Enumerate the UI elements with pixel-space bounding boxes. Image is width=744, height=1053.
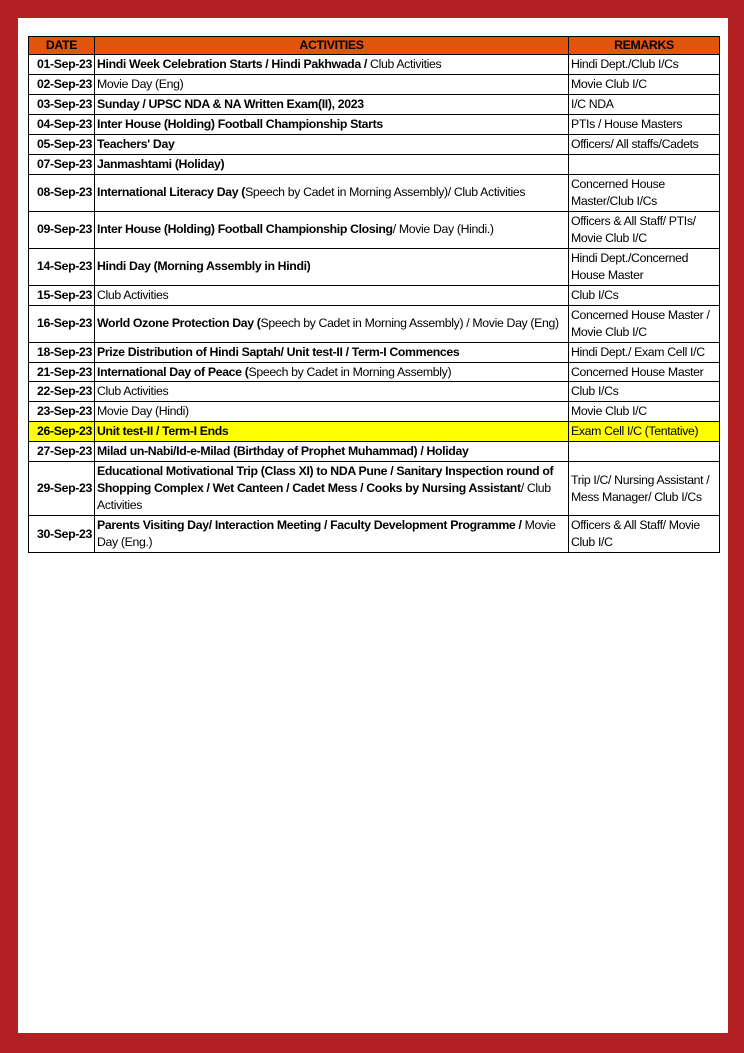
date-cell: 03-Sep-23 [29, 94, 95, 114]
date-cell: 07-Sep-23 [29, 154, 95, 174]
remarks-cell: Movie Club I/C [569, 402, 720, 422]
activity-cell [95, 382, 569, 402]
activity-normal-text: Club Activities [97, 287, 169, 302]
table-row [29, 362, 720, 382]
remarks-cell: Officers & All Staff/ Movie Club I/C [569, 516, 720, 553]
table-row [29, 114, 720, 134]
remarks-cell [569, 442, 720, 462]
activity-cell [95, 174, 569, 211]
date-cell: 01-Sep-23 [29, 55, 95, 75]
activity-bold-text: Inter House (Holding) Football Championship Starts [97, 116, 383, 131]
activity-normal-text: Movie Day (Eng.) [97, 518, 556, 550]
header-remarks: REMARKS [569, 37, 720, 55]
table-row [29, 422, 720, 442]
activity-cell [95, 422, 569, 442]
remarks-cell: Trip I/C/ Nursing Assistant / Mess Manager/ Club I/Cs [569, 462, 720, 516]
table-row [29, 442, 720, 462]
remarks-cell: Concerned House Master [569, 362, 720, 382]
activity-bold-text: Educational Motivational Trip (Class XI) to NDA Pune / Sanitary Inspection round of Shopping Complex / Wet Canteen / Cadet Mess / Cooks by Nursing Assistant [97, 464, 554, 496]
table-row [29, 94, 720, 114]
remarks-cell: Movie Club I/C [569, 74, 720, 94]
date-cell: 09-Sep-23 [29, 211, 95, 248]
activity-bold-text: Hindi Day (Morning Assembly in Hindi) [97, 259, 311, 274]
remarks-cell: Concerned House Master/Club I/Cs [569, 174, 720, 211]
date-cell: 21-Sep-23 [29, 362, 95, 382]
activity-cell [95, 248, 569, 285]
date-cell: 26-Sep-23 [29, 422, 95, 442]
remarks-cell: I/C NDA [569, 94, 720, 114]
activity-cell [95, 402, 569, 422]
activity-normal-text: Movie Day (Hindi) [97, 404, 189, 419]
activity-bold-text: Sunday / UPSC NDA & NA Written Exam(II), 2023 [97, 96, 364, 111]
date-cell: 08-Sep-23 [29, 174, 95, 211]
table-row [29, 74, 720, 94]
date-cell: 23-Sep-23 [29, 402, 95, 422]
activity-cell [95, 285, 569, 305]
table-row [29, 174, 720, 211]
remarks-cell: Hindi Dept./Club I/Cs [569, 55, 720, 75]
activity-bold-text: Parents Visiting Day/ Interaction Meeting / Faculty Development Programme / [97, 518, 525, 533]
table-row [29, 134, 720, 154]
date-cell: 22-Sep-23 [29, 382, 95, 402]
activity-cell [95, 94, 569, 114]
table-row [29, 248, 720, 285]
activity-bold-text: World Ozone Protection Day ( [97, 316, 261, 331]
table-row [29, 211, 720, 248]
activity-normal-text: Movie Day (Eng) [97, 76, 184, 91]
activity-normal-text: Club Activities [97, 384, 169, 399]
activity-schedule-table [28, 36, 720, 553]
table-row [29, 382, 720, 402]
activity-cell [95, 114, 569, 134]
date-cell: 27-Sep-23 [29, 442, 95, 462]
date-cell: 29-Sep-23 [29, 462, 95, 516]
activity-normal-text: Speech by Cadet in Morning Assembly)/ Club Activities [245, 185, 526, 200]
activity-normal-text: Speech by Cadet in Morning Assembly) [248, 364, 452, 379]
table-row [29, 55, 720, 75]
table-row [29, 402, 720, 422]
header-activities: ACTIVITIES [95, 37, 569, 55]
activity-cell [95, 516, 569, 553]
date-cell: 15-Sep-23 [29, 285, 95, 305]
date-cell: 16-Sep-23 [29, 305, 95, 342]
remarks-cell: Hindi Dept./ Exam Cell I/C [569, 342, 720, 362]
table-row [29, 154, 720, 174]
table-row [29, 516, 720, 553]
activity-bold-text: International Day of Peace ( [97, 364, 249, 379]
date-cell: 05-Sep-23 [29, 134, 95, 154]
activity-normal-text: Club Activities [370, 57, 442, 71]
date-cell: 18-Sep-23 [29, 342, 95, 362]
activity-cell [95, 362, 569, 382]
table-row [29, 462, 720, 516]
activity-bold-text: International Literacy Day ( [97, 185, 246, 200]
date-cell: 02-Sep-23 [29, 74, 95, 94]
date-cell: 04-Sep-23 [29, 114, 95, 134]
remarks-cell: Exam Cell I/C (Tentative) [569, 422, 720, 442]
remarks-cell: Officers/ All staffs/Cadets [569, 134, 720, 154]
activity-cell [95, 74, 569, 94]
remarks-cell: Hindi Dept./Concerned House Master [569, 248, 720, 285]
activity-normal-text: / Movie Day (Hindi.) [392, 222, 494, 237]
date-cell: 14-Sep-23 [29, 248, 95, 285]
activity-cell [95, 442, 569, 462]
remarks-cell: Officers & All Staff/ PTIs/ Movie Club I/C [569, 211, 720, 248]
activity-normal-text: / Club Activities [97, 481, 551, 513]
activity-bold-text: Unit test-II / Term-I Ends [97, 424, 229, 439]
table-body [29, 55, 720, 553]
activity-bold-text: Teachers' Day [97, 136, 175, 151]
remarks-cell: Concerned House Master / Movie Club I/C [569, 305, 720, 342]
table-row [29, 305, 720, 342]
activity-cell [95, 211, 569, 248]
remarks-cell: Club I/Cs [569, 382, 720, 402]
activity-bold-text: Prize Distribution of Hindi Saptah/ Unit test-II / Term-I Commences [97, 344, 460, 359]
activity-cell [95, 342, 569, 362]
activity-bold-text: Janmashtami (Holiday) [97, 156, 225, 171]
table-row [29, 342, 720, 362]
activity-cell [95, 462, 569, 516]
date-cell: 30-Sep-23 [29, 516, 95, 553]
header-date: DATE [29, 37, 95, 55]
remarks-cell: PTIs / House Masters [569, 114, 720, 134]
activity-cell [95, 55, 569, 75]
activity-bold-text: Inter House (Holding) Football Championship Closing [97, 222, 393, 237]
table-header-row [29, 37, 720, 55]
activity-normal-text: Speech by Cadet in Morning Assembly) / Movie Day (Eng) [260, 316, 559, 331]
document-page [18, 18, 728, 1033]
activity-cell [95, 154, 569, 174]
activity-bold-text: Milad un-Nabi/Id-e-Milad (Birthday of Prophet Muhammad) / Holiday [97, 444, 469, 459]
remarks-cell: Club I/Cs [569, 285, 720, 305]
activity-cell [95, 134, 569, 154]
remarks-cell [569, 154, 720, 174]
activity-bold-text: Hindi Week Celebration Starts / Hindi Pakhwada / [97, 57, 371, 71]
activity-cell [95, 305, 569, 342]
table-row [29, 285, 720, 305]
